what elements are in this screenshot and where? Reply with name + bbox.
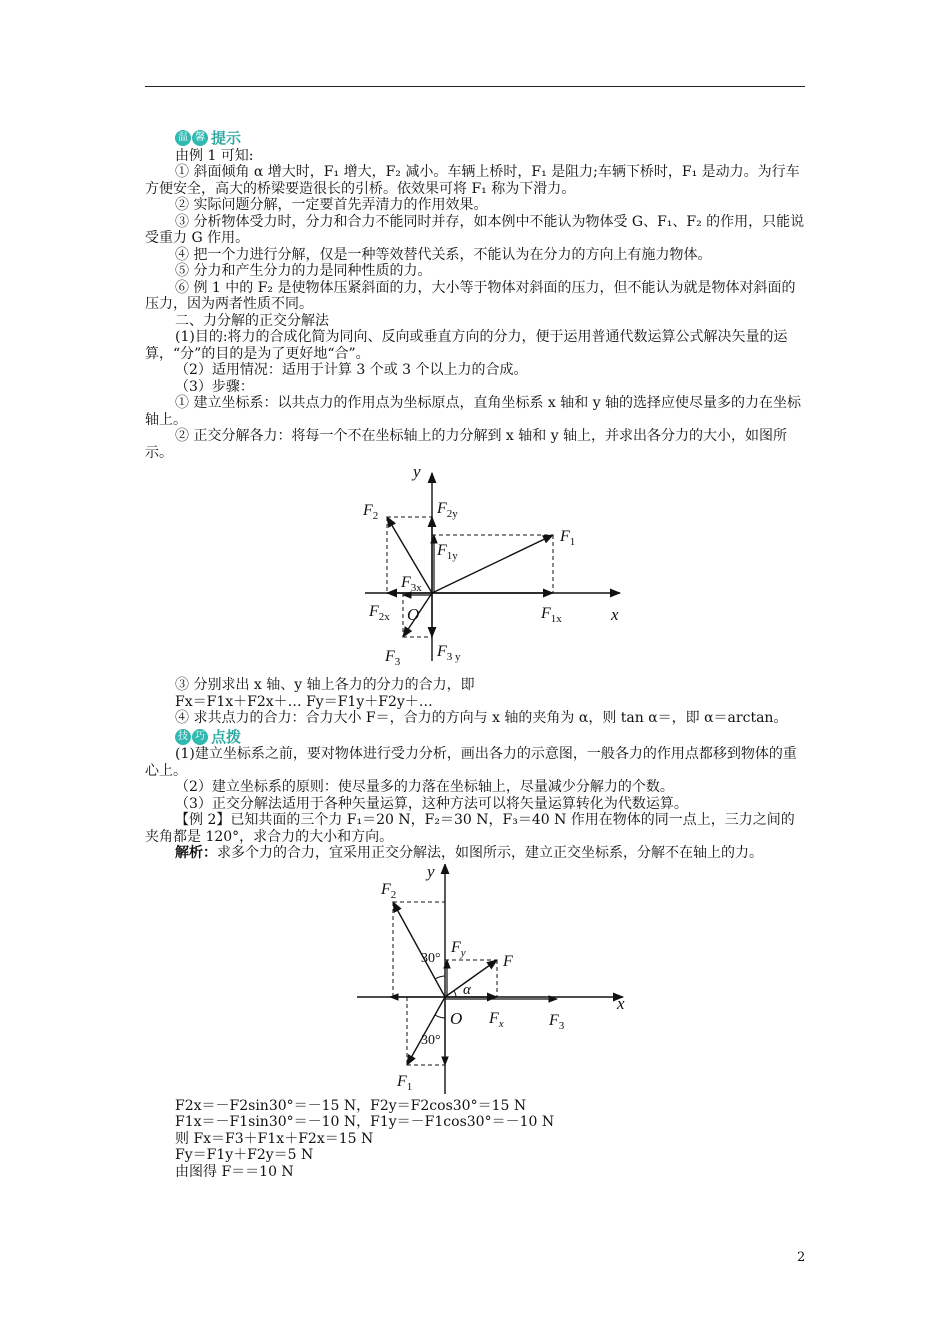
tip-title: 提示 [211,129,242,147]
tip-badge-1: 温 [175,130,191,146]
analysis-label: 解析： [175,845,217,861]
section-line: （2）适用情况：适用于计算 3 个或 3 个以上力的合成。 [175,362,528,378]
axis-label-y: y [427,863,435,881]
angle-arc-alpha [454,991,456,997]
header-rule [145,86,805,87]
example-2 [145,812,805,845]
figure-2-force-decomposition [145,864,805,1096]
label-f2: $F_2$ [381,880,397,901]
result-line: Fy＝F1y＋F2y＝5 N [175,1147,314,1163]
result-line: F2x＝－F2sin30°＝－15 N，F2y＝F2cos30°＝15 N [175,1097,527,1114]
label-fy: $F_y$ [451,938,466,959]
section-line: ② 正交分解各力：将每一个不在坐标轴上的力分解到 x 轴和 y 轴上，并求出各分力的大小，如图所示。 [145,428,788,461]
label-f1x: $F_{1x}$ [541,605,562,625]
example-text: 已知共面的三个力 F₁＝20 N，F₂＝30 N，F₃＝40 N 作用在物体的同一点上，三力之间的夹角都是 120°，求合力的大小和方向。 [145,812,795,845]
label-f2x: $F_{2x}$ [369,603,390,623]
tip-badge-2: 馨 [192,130,208,146]
analysis-text: 求多个力的合力，宜采用正交分解法，如图所示，建立正交坐标系，分解不在轴上的力。 [217,845,763,861]
label-f1y: $F_{1y}$ [437,542,458,562]
analysis [145,845,805,862]
label-f1: $F_1$ [397,1072,413,1093]
label-f: F [503,952,513,970]
tip-heading [175,130,241,147]
figure-1-force-decomposition [145,463,805,675]
skill-line: （2）建立坐标系的原则：使尽量多的力落在坐标轴上，尽量减少分解力的个数。 [175,779,674,795]
skill-line: （3）正交分解法适用于各种矢量运算，这种方法可以将矢量运算转化为代数运算。 [175,795,688,812]
origin-label: O [450,1008,463,1028]
formula-line: Fx＝F1x＋F2x＋… Fy＝F1y＋F2y＋… [175,693,433,710]
vector-f1 [407,997,445,1065]
label-f3: $F_3$ [385,648,401,668]
skill-badge-2: 巧 [192,729,208,745]
section-line: (1)目的:将力的合成化简为同向、反向或垂直方向的分力，便于运用普通代数运算公式解决矢量的运算，“分”的目的是为了更好地“合”。 [145,329,788,362]
tip-line: ② 实际问题分解，一定要首先弄清力的作用效果。 [175,197,488,213]
result-line: 由图得 F＝＝10 N [175,1163,294,1180]
tip-line: ① 斜面倾角 α 增大时，F₁ 增大，F₂ 减小。车辆上桥时，F₁ 是阻力;车辆下桥时，F₁ 是动力。为行车方便安全，高大的桥梁要造很长的引桥。依效果可将 F₁ 称为下滑力。 [145,164,800,197]
skill-line: (1)建立坐标系之前，要对物体进行受力分析，画出各力的示意图，一般各力的作用点都移到物体的重心上。 [145,746,797,779]
result-line: 则 Fx＝F3＋F1x＋F2x＝15 N [175,1130,374,1147]
page-number: 2 [797,1250,806,1265]
axis-label-y: y [413,463,421,481]
section-line: （3）步骤： [175,378,254,395]
vector-f2 [393,902,445,997]
origin-label: O [407,605,420,624]
section-line: ④ 求共点力的合力：合力大小 F＝，合力的方向与 x 轴的夹角为 α，则 tan α＝，即 α＝arctan。 [175,710,788,726]
label-f3y: $F_{3 y}$ [437,643,461,663]
angle-arc-30-top [435,976,445,979]
page-content [145,128,805,1180]
example-tag: 【例 2】 [175,812,231,828]
tip-line: ③ 分析物体受力时，分力和合力不能同时并存，如本例中不能认为物体受 G、F₁、F₂ 的作用，只能说受重力 G 作用。 [145,213,805,246]
label-alpha: α [463,981,471,998]
label-30-top: 30° [421,950,441,966]
section-line: ③ 分别求出 x 轴、y 轴上各力的分力的合力，即 [175,677,475,693]
skill-heading [175,729,241,746]
axis-label-x: x [611,605,619,624]
label-f2: $F_2$ [363,502,379,522]
section-line: ① 建立坐标系：以共点力的作用点为坐标原点，直角坐标系 x 轴和 y 轴的选择应使尽量多的力在坐标轴上。 [145,395,802,428]
label-fx: $F_x$ [489,1009,504,1030]
vector-f [445,960,497,997]
label-f3: $F_3$ [549,1011,565,1032]
tip-line: ④ 把一个力进行分解，仅是一种等效替代关系，不能认为在分力的方向上有施力物体。 [175,246,712,263]
tip-line: ⑤ 分力和产生分力的力是同种性质的力。 [175,263,432,279]
label-f3x: $F_{3x}$ [401,574,422,594]
skill-title: 点拨 [211,727,242,746]
result-line: F1x＝－F1sin30°＝－10 N，F1y＝－F1cos30°＝－10 N [175,1114,555,1130]
axis-label-x: x [617,993,625,1013]
angle-arc-30-bottom [435,1015,445,1018]
label-f1: $F_1$ [560,528,576,548]
tip-line: ⑥ 例 1 中的 F₂ 是使物体压紧斜面的力，大小等于物体对斜面的压力，但不能认为就是物体对斜面的压力，因为两者性质不同。 [145,279,796,312]
skill-badge-1: 技 [175,729,191,745]
label-f2y: $F_{2y}$ [437,500,458,520]
label-30-bottom: 30° [421,1032,441,1048]
section-heading: 二、力分解的正交分解法 [175,312,329,329]
vector-f1 [432,535,553,593]
tip-line: 由例 1 可知: [175,147,254,164]
